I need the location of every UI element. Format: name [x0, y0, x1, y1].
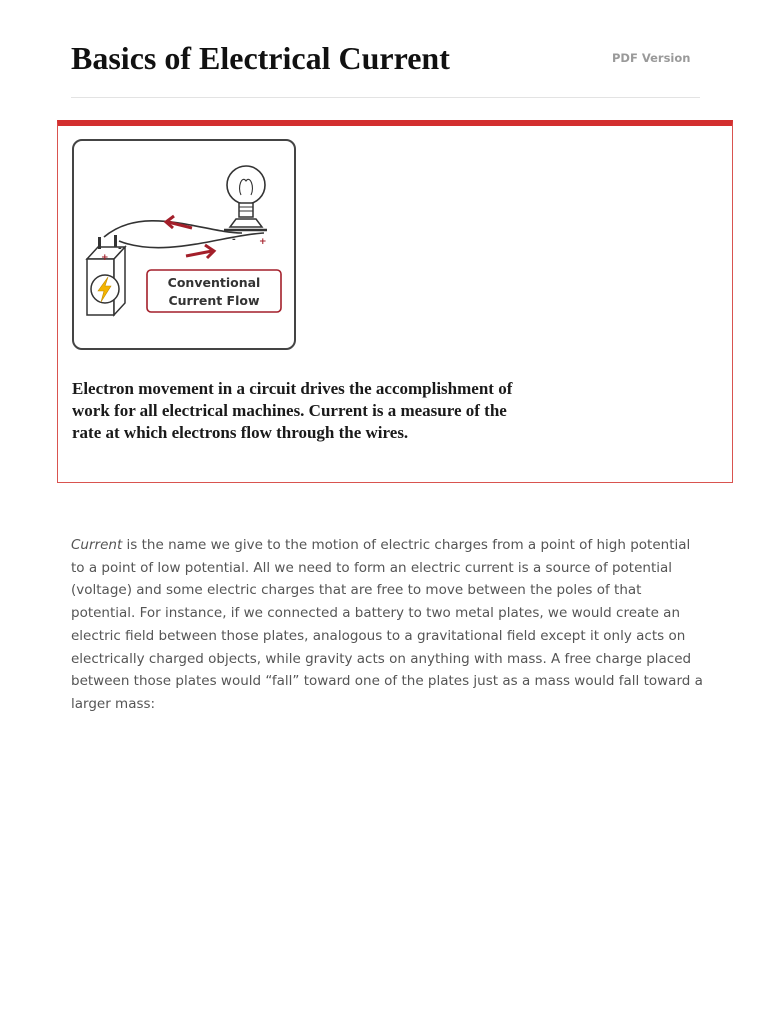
callout-box — [57, 120, 733, 483]
light-bulb-icon — [224, 166, 267, 230]
circuit-figure — [72, 139, 296, 350]
lead-term: Current — [71, 537, 123, 553]
lightning-bolt-icon — [91, 275, 119, 303]
label-line-2: Current Flow — [168, 293, 260, 308]
label-line-1: Conventional — [167, 275, 261, 290]
pdf-version-link[interactable]: PDF Version — [612, 51, 691, 65]
arrow-left-icon — [166, 216, 192, 228]
arrow-right-icon — [186, 245, 214, 258]
page-title: Basics of Electrical Current — [71, 40, 450, 76]
battery-plus-sign: + — [101, 253, 109, 263]
header-divider — [71, 97, 700, 98]
bulb-plus-sign: + — [259, 237, 267, 247]
paragraph-text: is the name we give to the motion of electric charges from a point of high potential to a point of low potential. All we need to form an electric current is a source of potential (voltage) and some electric charges that are free to move between the poles of that potential. For instance, if we connected a battery to two metal plates, we would create an electric field between those plates, analogous to a gravitational field except it only acts on electrically charged objects, while gravity acts on anything with mass. A free charge placed between those plates would “fall” toward one of the plates just as a mass would fall toward a larger mass: — [71, 537, 703, 712]
callout-caption: Electron movement in a circuit drives the accomplishment of work for all electrical machines. Current is a measure of the rate at which electrons flow through the wires. — [72, 379, 513, 442]
battery-minus-sign: - — [118, 244, 122, 254]
wire-bottom — [119, 233, 264, 248]
body-paragraph — [71, 534, 705, 716]
bulb-minus-sign: - — [232, 235, 236, 245]
